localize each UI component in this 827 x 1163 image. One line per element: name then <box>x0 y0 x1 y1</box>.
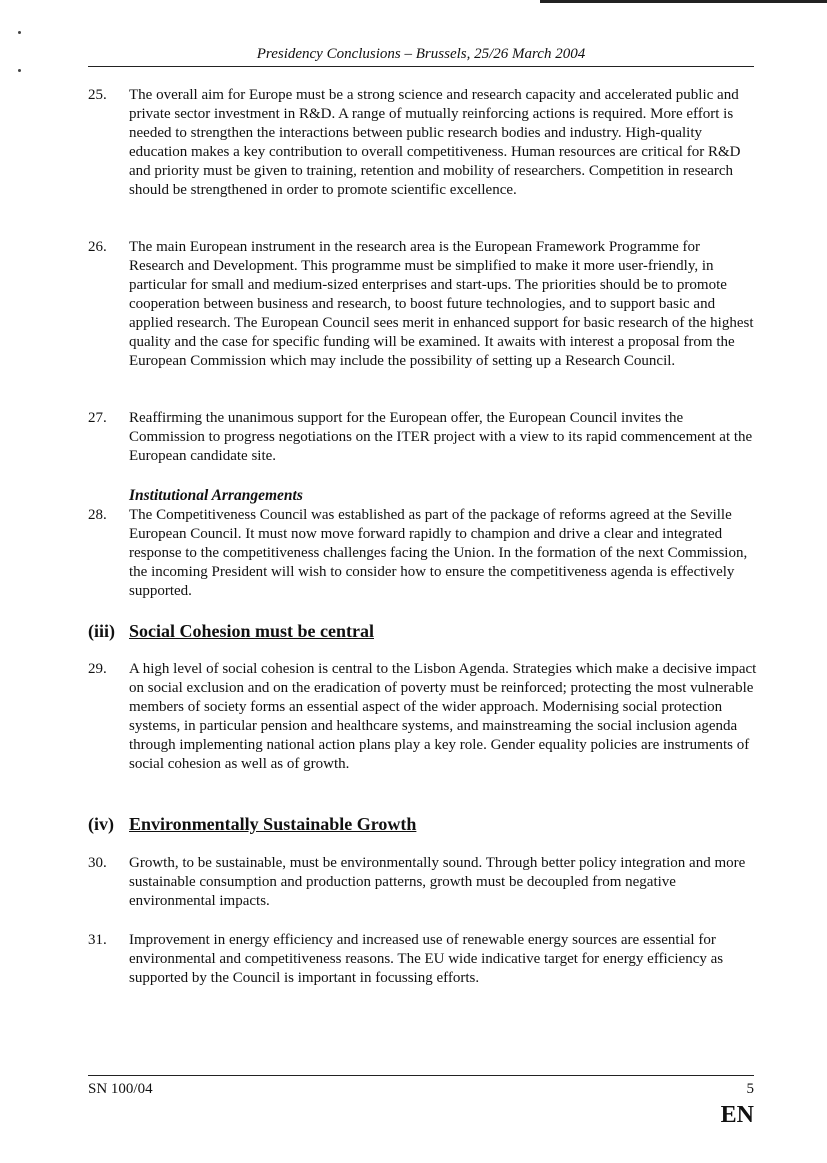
paragraph-text: The Competitiveness Council was established as part of the package of reforms agreed at the Seville European Council. It must now move forward rapidly to champion and drive a clear and integrated response to the competitiveness challenges facing the Union. In the formation of the next Commission, the incoming President will wish to consider how to ensure the competitiveness agenda is effectively supported. <box>129 507 748 599</box>
page-number: 5 <box>746 1081 754 1097</box>
language-code: EN <box>720 1102 754 1128</box>
paragraph-30 <box>88 854 758 911</box>
section-heading-iii <box>88 620 374 642</box>
section-heading-iv <box>88 813 416 835</box>
subheading-institutional-arrangements: Institutional Arrangements <box>129 487 303 504</box>
paragraph-text: Improvement in energy efficiency and increased use of renewable energy sources are essential for environmental and competitiveness reasons. The EU wide indicative target for energy efficiency as supported by the Council is important in focussing efforts. <box>129 932 724 986</box>
paragraph-25 <box>88 86 758 200</box>
section-title: Environmentally Sustainable Growth <box>129 814 417 834</box>
paragraph-text: Growth, to be sustainable, must be environmentally sound. Through better policy integration and more sustainable consumption and production patterns, growth must be decoupled from negative environmental impacts. <box>129 855 746 909</box>
section-number: (iv) <box>88 814 114 834</box>
paragraph-text: The overall aim for Europe must be a strong science and research capacity and accelerated public and private sector investment in R&D. A range of mutually reinforcing actions is required. More effort is needed to strengthen the interactions between public research bodies and industry. High-quality education makes a key contribution to overall competitiveness. Human resources are critical for R&D and priority must be given to training, retention and mobility of researchers. Competition in research should be strengthened in order to promote scientific excellence. <box>129 87 741 198</box>
page-header: Presidency Conclusions – Brussels, 25/26 March 2004 <box>256 46 586 62</box>
header-rule <box>88 66 754 67</box>
section-number: (iii) <box>88 621 115 641</box>
document-reference: SN 100/04 <box>88 1081 153 1097</box>
scan-mark <box>18 69 21 72</box>
paragraph-number: 30. <box>88 855 107 871</box>
top-edge-rule <box>540 0 827 3</box>
paragraph-number: 28. <box>88 507 107 523</box>
paragraph-number: 27. <box>88 410 107 426</box>
paragraph-number: 25. <box>88 87 107 103</box>
paragraph-number: 26. <box>88 239 107 255</box>
paragraph-29 <box>88 660 758 774</box>
paragraph-number: 31. <box>88 932 107 948</box>
section-title: Social Cohesion must be central <box>129 621 374 641</box>
footer-rule <box>88 1075 754 1076</box>
paragraph-27 <box>88 409 758 466</box>
paragraph-text: A high level of social cohesion is central to the Lisbon Agenda. Strategies which make a decisive impact on social exclusion and on the eradication of poverty must be reinforced; protecting the most vulnerable members of society forms an essential aspect of the wider approach. Modernising social protection systems, in particular pension and healthcare systems, and mainstreaming the social inclusion agenda through implementing national action plans play a key role. Gender equality policies are instruments of social cohesion as well as of growth. <box>129 661 757 772</box>
paragraph-28 <box>88 506 758 601</box>
scan-mark <box>18 31 21 34</box>
paragraph-text: Reaffirming the unanimous support for the European offer, the European Council invites the Commission to progress negotiations on the ITER project with a view to its rapid commencement at the European candidate site. <box>129 410 753 464</box>
paragraph-text: The main European instrument in the research area is the European Framework Programme for Research and Development. This programme must be simplified to make it more user-friendly, in particular for small and medium-sized enterprises and start-ups. The priorities should be to promote cooperation between business and research, to boost future technologies, and to support basic and applied research. The European Council sees merit in enhanced support for basic research of the highest quality and the case for specific funding will be examined. It awaits with interest a proposal from the European Commission which may include the possibility of setting up a Research Council. <box>129 239 754 369</box>
paragraph-number: 29. <box>88 661 107 677</box>
paragraph-31 <box>88 931 758 988</box>
paragraph-26 <box>88 238 758 371</box>
